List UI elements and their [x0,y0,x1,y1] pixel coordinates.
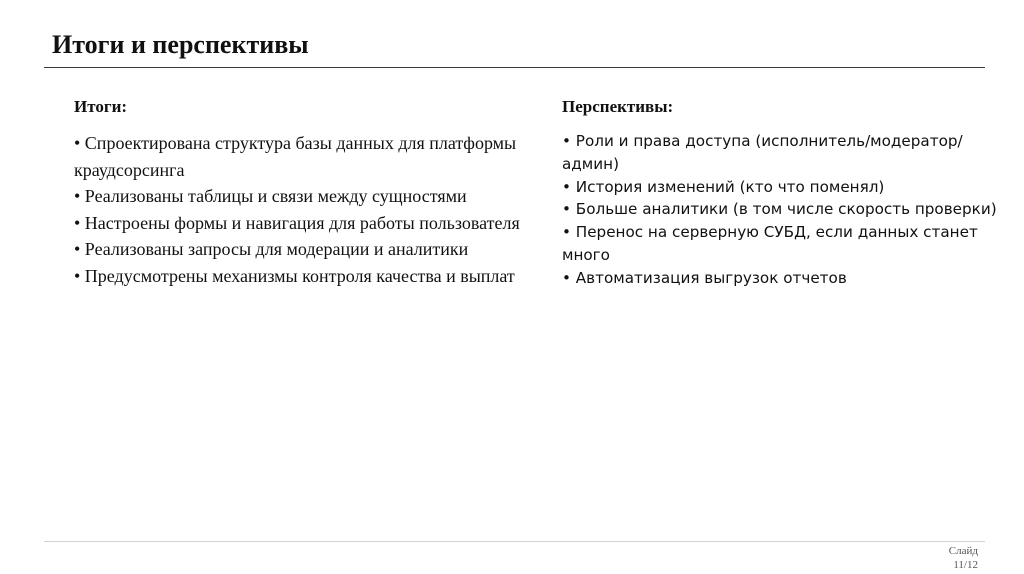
perspectives-item: • Роли и права доступа (исполнитель/модератор/админ) [562,132,963,173]
slide-number-label: Слайд [948,545,978,557]
results-item: • Настроены формы и навигация для работы пользователя [74,212,520,233]
slide-title: Итоги и перспективы [52,30,309,59]
title-divider [44,67,985,68]
perspectives-item: • Перенос на серверную СУБД, если данных станет много [562,223,978,264]
perspectives-item: • Автоматизация выгрузок отчетов [562,268,847,287]
perspectives-list [562,130,1012,290]
results-item: • Спроектирована структура базы данных для платформы краудсорсинга [74,133,517,180]
perspectives-column [562,96,1012,290]
results-column [74,96,524,289]
results-list [74,130,524,289]
slide-number-value: 11/12 [953,559,978,571]
perspectives-item: • История изменений (кто что поменял) [562,177,885,196]
results-heading: Итоги: [74,97,128,116]
slide-number [949,544,978,572]
results-item: • Предусмотрены механизмы контроля качества и выплат [74,265,515,286]
perspectives-heading: Перспективы: [562,97,674,116]
perspectives-item: • Больше аналитики (в том числе скорость проверки) [562,200,997,219]
footer-divider [44,541,985,542]
results-item: • Реализованы запросы для модерации и аналитики [74,239,469,259]
results-item: • Реализованы таблицы и связи между сущностями [74,186,467,206]
